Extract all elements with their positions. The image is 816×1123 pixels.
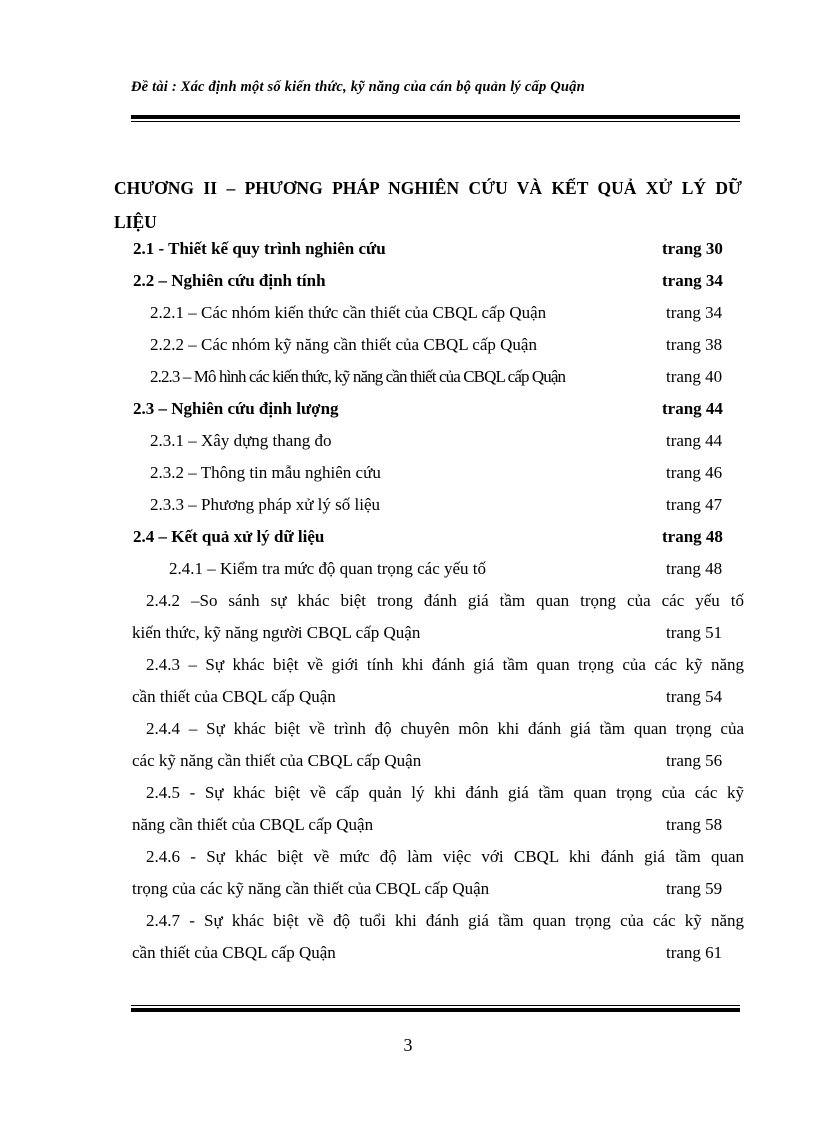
footer-divider [131,1005,740,1012]
toc-entry-page: trang 61 [666,943,723,962]
toc-entry-text: 2.2.3 – Mô hình các kiến thức, kỹ năng cần thiết của CBQL cấp Quận [150,367,566,386]
toc-entry-2-2-1 [114,297,744,329]
header-divider [131,115,740,122]
toc-entry-text-line1: 2.4.6 - Sự khác biệt về mức độ làm việc với CBQL khi đánh giá tầm quan [146,847,744,866]
toc-entry-text: 2.2.1 – Các nhóm kiến thức cần thiết của CBQL cấp Quận [150,303,547,322]
toc-entry-text: 2.4 – Kết quả xử lý dữ liệu [133,527,325,546]
chapter-heading [114,171,742,239]
toc-entry-page: trang 51 [666,623,723,642]
toc-entry-page: trang 58 [666,815,723,834]
toc-entry-2-4-7 [114,905,744,969]
toc-entry-2-2-3 [114,361,744,393]
toc-entry-text-line2: cần thiết của CBQL cấp Quận [132,943,336,962]
toc-entry-page: trang 44 [662,399,723,418]
toc-entry-2-4-6 [114,841,744,905]
toc-entry-page: trang 59 [666,879,723,898]
toc-entry-2-4-1 [114,553,744,585]
toc-entry-text: 2.4.1 – Kiểm tra mức độ quan trọng các yếu tố [169,559,487,578]
toc-entry-text: 2.3.3 – Phương pháp xử lý số liệu [150,495,380,514]
toc-entry-2-4-3 [114,649,744,713]
toc-entry-page: trang 38 [666,335,723,354]
toc-entry-page: trang 48 [666,559,723,578]
toc-entry-2-4 [114,521,744,553]
toc-entry-2-1 [114,233,744,265]
toc-entry-2-4-4 [114,713,744,777]
toc-entry-text-line2: năng cần thiết của CBQL cấp Quận [132,815,374,834]
toc-entry-page: trang 46 [666,463,723,482]
toc-entry-text-line1: 2.4.2 –So sánh sự khác biệt trong đánh giá tầm quan trọng của các yếu tố [146,591,744,610]
toc-entry-page: trang 34 [662,271,723,290]
toc-entry-text-line1: 2.4.7 - Sự khác biệt về độ tuổi khi đánh giá tầm quan trọng của các kỹ năng [146,911,744,930]
toc-entry-2-4-2 [114,585,744,649]
toc-entry-text: 2.3.1 – Xây dựng thang đo [150,431,332,450]
toc-entry-page: trang 47 [666,495,723,514]
toc-entry-text: 2.1 - Thiết kế quy trình nghiên cứu [133,239,386,258]
toc-entry-page: trang 48 [662,527,723,546]
toc-entry-page: trang 34 [666,303,723,322]
table-of-contents [114,233,744,969]
toc-entry-text: 2.2 – Nghiên cứu định tính [133,271,326,290]
toc-entry-page: trang 44 [666,431,723,450]
toc-entry-text-line1: 2.4.4 – Sự khác biệt về trình độ chuyên môn khi đánh giá tầm quan trọng của [146,719,744,738]
toc-entry-2-2-2 [114,329,744,361]
chapter-heading-line1: CHƯƠNG II – PHƯƠNG PHÁP NGHIÊN CỨU VÀ KẾT QUẢ XỬ LÝ DỮ [114,178,742,198]
toc-entry-text: 2.3.2 – Thông tin mẫu nghiên cứu [150,463,381,482]
toc-entry-2-2 [114,265,744,297]
chapter-heading-line2: LIỆU [114,212,157,232]
toc-entry-page: trang 30 [662,239,723,258]
toc-entry-text-line2: các kỹ năng cần thiết của CBQL cấp Quận [132,751,422,770]
toc-entry-2-3-2 [114,457,744,489]
toc-entry-text-line2: kiến thức, kỹ năng người CBQL cấp Quận [132,623,421,642]
page-number: 3 [403,1035,413,1055]
toc-entry-page: trang 54 [666,687,723,706]
toc-entry-2-3-1 [114,425,744,457]
toc-entry-page: trang 40 [666,367,723,386]
toc-entry-text-line1: 2.4.3 – Sự khác biệt về giới tính khi đánh giá tầm quan trọng của các kỹ năng [146,655,744,674]
toc-entry-page: trang 56 [666,751,723,770]
page-header-title: Đề tài : Xác định một số kiến thức, kỹ năng của cán bộ quản lý cấp Quận [131,79,585,95]
toc-entry-2-3 [114,393,744,425]
toc-entry-2-4-5 [114,777,744,841]
toc-entry-text: 2.3 – Nghiên cứu định lượng [133,399,339,418]
toc-entry-text-line2: trọng của các kỹ năng cần thiết của CBQL cấp Quận [132,879,490,898]
toc-entry-text-line2: cần thiết của CBQL cấp Quận [132,687,336,706]
toc-entry-text: 2.2.2 – Các nhóm kỹ năng cần thiết của CBQL cấp Quận [150,335,537,354]
toc-entry-2-3-3 [114,489,744,521]
toc-entry-text-line1: 2.4.5 - Sự khác biệt về cấp quản lý khi đánh giá tầm quan trọng của các kỹ [146,783,744,802]
